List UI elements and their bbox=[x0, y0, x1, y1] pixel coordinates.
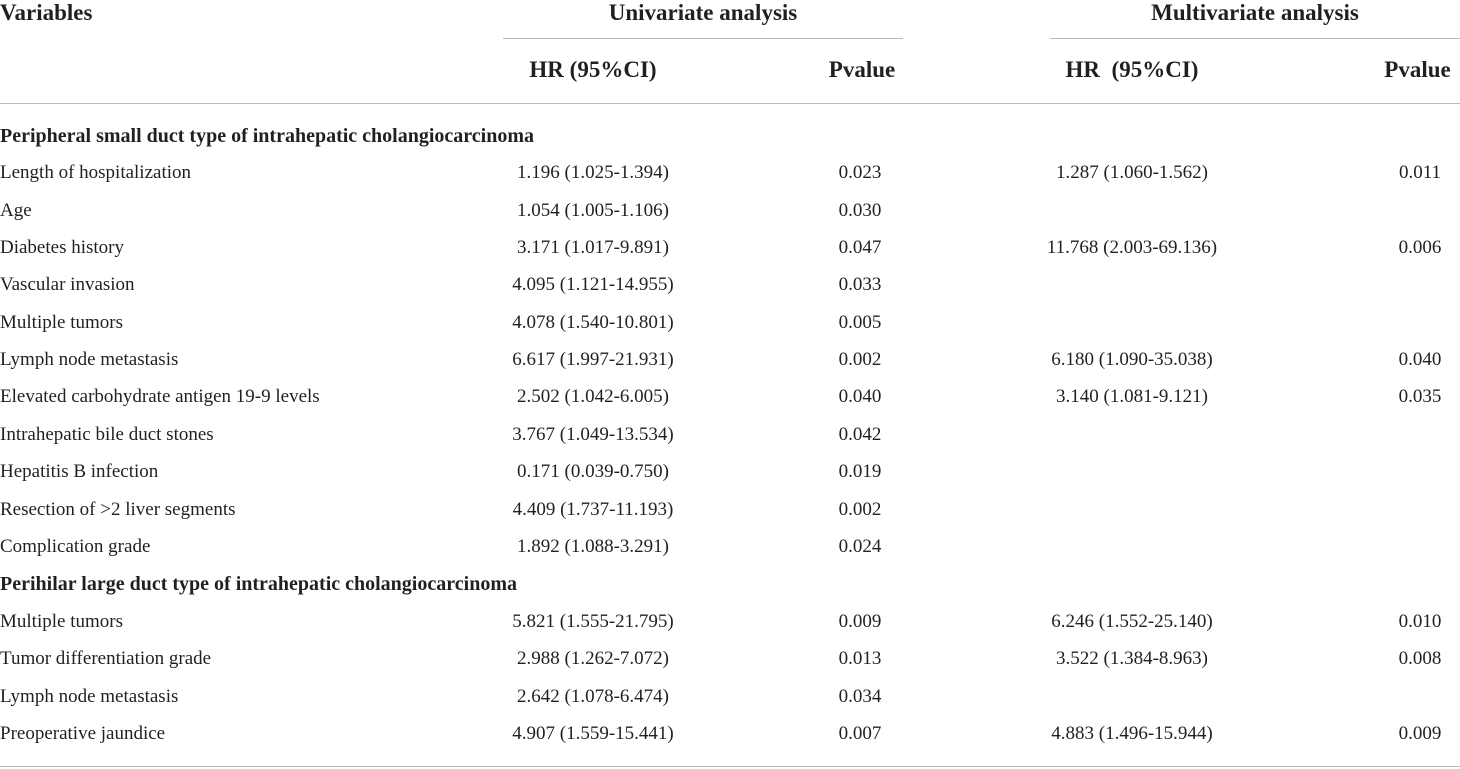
row-uni-p: 0.009 bbox=[838, 611, 882, 632]
row-uni-p: 0.047 bbox=[838, 237, 882, 258]
header-uni-p: Pvalue bbox=[828, 57, 896, 82]
row-variable: Diabetes history bbox=[0, 237, 125, 258]
row-uni-hr: 4.907 (1.559-15.441) bbox=[512, 723, 674, 744]
row-uni-p: 0.002 bbox=[838, 499, 882, 520]
row-uni-hr: 2.502 (1.042-6.005) bbox=[517, 386, 669, 407]
row-variable: Lymph node metastasis bbox=[0, 686, 179, 707]
row-multi-hr: 3.522 (1.384-8.963) bbox=[1056, 648, 1208, 669]
row-uni-p: 0.030 bbox=[838, 200, 882, 221]
row-variable: Intrahepatic bile duct stones bbox=[0, 424, 214, 445]
row-uni-p: 0.024 bbox=[838, 536, 882, 557]
row-variable: Preoperative jaundice bbox=[0, 723, 166, 744]
row-multi-p: 0.035 bbox=[1398, 386, 1442, 407]
header-variables: Variables bbox=[0, 0, 93, 25]
row-uni-hr: 2.988 (1.262-7.072) bbox=[517, 648, 669, 669]
row-multi-p: 0.009 bbox=[1398, 723, 1442, 744]
row-variable: Length of hospitalization bbox=[0, 162, 192, 183]
section-title: Perihilar large duct type of intrahepatic cholangiocarcinoma bbox=[0, 573, 517, 595]
row-uni-hr: 4.078 (1.540-10.801) bbox=[512, 312, 674, 333]
row-uni-hr: 0.171 (0.039-0.750) bbox=[517, 461, 669, 482]
row-uni-p: 0.007 bbox=[838, 723, 882, 744]
row-variable: Vascular invasion bbox=[0, 274, 135, 295]
row-uni-hr: 6.617 (1.997-21.931) bbox=[512, 349, 674, 370]
header-uni-hr: HR (95%CI) bbox=[529, 57, 657, 82]
header-multi-p: Pvalue bbox=[1384, 57, 1451, 82]
row-multi-p: 0.006 bbox=[1398, 237, 1442, 258]
univariate-underline bbox=[503, 38, 903, 39]
row-uni-p: 0.019 bbox=[838, 461, 882, 482]
row-uni-p: 0.042 bbox=[838, 424, 882, 445]
row-uni-hr: 3.171 (1.017-9.891) bbox=[517, 237, 669, 258]
header-multi-hr: HR (95%CI) bbox=[1065, 57, 1199, 82]
row-uni-hr: 4.095 (1.121-14.955) bbox=[512, 274, 674, 295]
row-multi-hr: 3.140 (1.081-9.121) bbox=[1056, 386, 1208, 407]
row-variable: Lymph node metastasis bbox=[0, 349, 179, 370]
row-multi-hr: 1.287 (1.060-1.562) bbox=[1056, 162, 1208, 183]
row-multi-p: 0.008 bbox=[1398, 648, 1442, 669]
row-uni-hr: 1.054 (1.005-1.106) bbox=[517, 200, 669, 221]
row-uni-p: 0.034 bbox=[838, 686, 882, 707]
row-uni-hr: 1.196 (1.025-1.394) bbox=[517, 162, 669, 183]
section-title: Peripheral small duct type of intrahepatic cholangiocarcinoma bbox=[0, 125, 535, 147]
header-multivariate: Multivariate analysis bbox=[1151, 0, 1359, 25]
row-uni-hr: 5.821 (1.555-21.795) bbox=[512, 611, 674, 632]
row-uni-p: 0.033 bbox=[838, 274, 882, 295]
row-uni-hr: 3.767 (1.049-13.534) bbox=[512, 424, 674, 445]
row-multi-hr: 6.180 (1.090-35.038) bbox=[1051, 349, 1213, 370]
row-multi-hr: 6.246 (1.552-25.140) bbox=[1051, 611, 1213, 632]
multivariate-underline bbox=[1050, 38, 1460, 39]
row-multi-p: 0.010 bbox=[1398, 611, 1442, 632]
row-variable: Age bbox=[0, 200, 32, 221]
row-uni-p: 0.002 bbox=[838, 349, 882, 370]
row-uni-p: 0.023 bbox=[838, 162, 882, 183]
header-univariate: Univariate analysis bbox=[608, 0, 798, 25]
row-variable: Multiple tumors bbox=[0, 611, 123, 632]
row-uni-hr: 1.892 (1.088-3.291) bbox=[517, 536, 669, 557]
row-multi-p: 0.040 bbox=[1398, 349, 1442, 370]
row-multi-hr: 4.883 (1.496-15.944) bbox=[1051, 723, 1213, 744]
row-multi-p: 0.011 bbox=[1398, 162, 1442, 183]
row-uni-hr: 4.409 (1.737-11.193) bbox=[512, 499, 674, 520]
header-rule bbox=[0, 103, 1460, 104]
row-uni-p: 0.005 bbox=[838, 312, 882, 333]
row-variable: Resection of >2 liver segments bbox=[0, 499, 236, 520]
row-uni-p: 0.040 bbox=[838, 386, 882, 407]
row-variable: Hepatitis B infection bbox=[0, 461, 159, 482]
row-variable: Elevated carbohydrate antigen 19-9 levels bbox=[0, 386, 320, 407]
row-variable: Tumor differentiation grade bbox=[0, 648, 212, 669]
bottom-rule bbox=[0, 766, 1460, 767]
row-variable: Multiple tumors bbox=[0, 312, 123, 333]
row-uni-hr: 2.642 (1.078-6.474) bbox=[517, 686, 669, 707]
row-variable: Complication grade bbox=[0, 536, 151, 557]
row-uni-p: 0.013 bbox=[838, 648, 882, 669]
row-multi-hr: 11.768 (2.003-69.136) bbox=[1046, 237, 1218, 258]
